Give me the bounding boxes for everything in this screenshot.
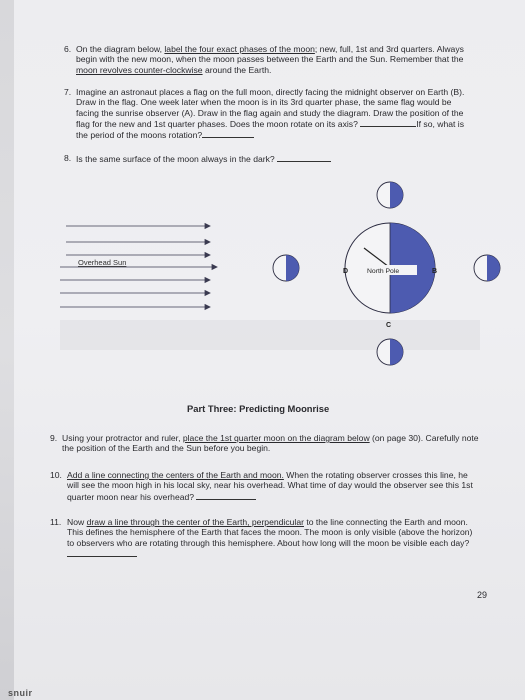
answer-blank[interactable] xyxy=(202,129,254,138)
arrow-head xyxy=(205,305,210,310)
text-run: If so, what is the period of the moons rotation? xyxy=(76,118,465,141)
text-run: around the Earth. xyxy=(202,64,272,75)
underlined-text: Add a line connecting the centers of the Earth and moon. xyxy=(67,470,284,480)
observer-label-c: C xyxy=(386,322,392,329)
observer-label-d: D xyxy=(343,268,349,275)
moon-dark-half xyxy=(286,255,299,281)
page-number: 29 xyxy=(477,590,488,600)
answer-blank[interactable] xyxy=(67,548,137,557)
arrow-head xyxy=(205,253,210,258)
moon-right xyxy=(474,255,500,281)
overhead-sun-label: Overhead Sun xyxy=(78,258,127,267)
moon-dark-half xyxy=(487,255,500,281)
question-text xyxy=(67,470,482,502)
text-run: When the rotating observer crosses this line, he will see the moon high in his local sky, near his overhead. What time of day would the observer see this 1st quarter moon near his overhead? xyxy=(67,470,473,502)
arrow-head xyxy=(205,278,210,283)
text-run: (on page 30). Carefully note the position of the Earth and the Sun before you begin. xyxy=(62,433,479,454)
arrow-head xyxy=(205,224,210,229)
moon-bottom xyxy=(377,339,403,365)
question-number: 7. xyxy=(64,87,72,97)
text-run: Using your protractor and ruler, xyxy=(62,433,183,443)
bleed-through-shadow xyxy=(60,320,480,350)
question-8 xyxy=(64,153,464,164)
question-number: 11. xyxy=(50,517,62,527)
moon-top xyxy=(377,182,403,208)
section-heading: Part Three: Predicting Moonrise xyxy=(187,403,330,414)
text-run: Is the same surface of the moon always in the dark? xyxy=(76,154,275,164)
moon-left xyxy=(273,255,299,281)
north-pole-label: North Pole xyxy=(367,268,400,275)
question-text xyxy=(76,153,464,164)
underlined-text: place the 1st quarter moon on the diagram below xyxy=(182,433,370,443)
underlined-text: draw a line through the center of the Earth, perpendicular xyxy=(86,517,304,527)
underlined-text: moon revolves counter-clockwise xyxy=(76,64,203,75)
question-number: 8. xyxy=(64,153,72,163)
cropped-footer-text: snuir xyxy=(8,688,33,698)
arrow-head xyxy=(205,240,210,245)
question-text xyxy=(76,87,468,140)
arrow-head xyxy=(205,291,210,296)
answer-blank[interactable] xyxy=(277,153,331,162)
question-10 xyxy=(50,470,482,502)
underlined-text: label the four exact phases of the moon xyxy=(164,44,315,54)
question-11 xyxy=(50,517,478,559)
moon-phase-diagram xyxy=(0,170,525,385)
earth xyxy=(345,223,438,313)
text-run: to the line connecting the Earth and moon. This defines the hemisphere of the Earth that faces the moon. The moon is only visible (above the horizon) to observers who are rotating through this hemisphere. About how long will the moon be visible each day? xyxy=(67,517,473,548)
question-text xyxy=(62,433,480,454)
answer-blank[interactable] xyxy=(360,118,416,127)
question-number: 6. xyxy=(64,44,72,54)
moon-dark-half xyxy=(390,182,403,208)
observer-label-b: B xyxy=(432,268,438,275)
question-text xyxy=(67,517,478,559)
answer-blank[interactable] xyxy=(196,491,256,500)
question-text xyxy=(76,44,464,75)
arrow-head xyxy=(212,265,217,270)
question-6 xyxy=(64,44,464,75)
question-9 xyxy=(50,433,480,454)
text-run: Now xyxy=(67,517,87,527)
question-number: 9. xyxy=(50,433,58,443)
text-run: Imagine an astronaut places a flag on the full moon, directly facing the midnight observer on Earth (B). Draw in the flag. One week later when the moon is in its 3rd quarter phase, the same flag would be facing the sunrise observer (A). Draw in the flag again and study the diagram. Draw the position of the flag for the new and 1st quarter phases. Does the moon rotate on its axis? xyxy=(76,87,465,129)
question-7 xyxy=(64,87,468,140)
text-run: On the diagram below, xyxy=(76,44,165,54)
question-number: 10. xyxy=(50,470,62,480)
text-run: ; new, full, 1st and 3rd quarters. Always begin with the new moon, when the moon passes between the Earth and the Sun. Remember that the xyxy=(76,44,464,65)
